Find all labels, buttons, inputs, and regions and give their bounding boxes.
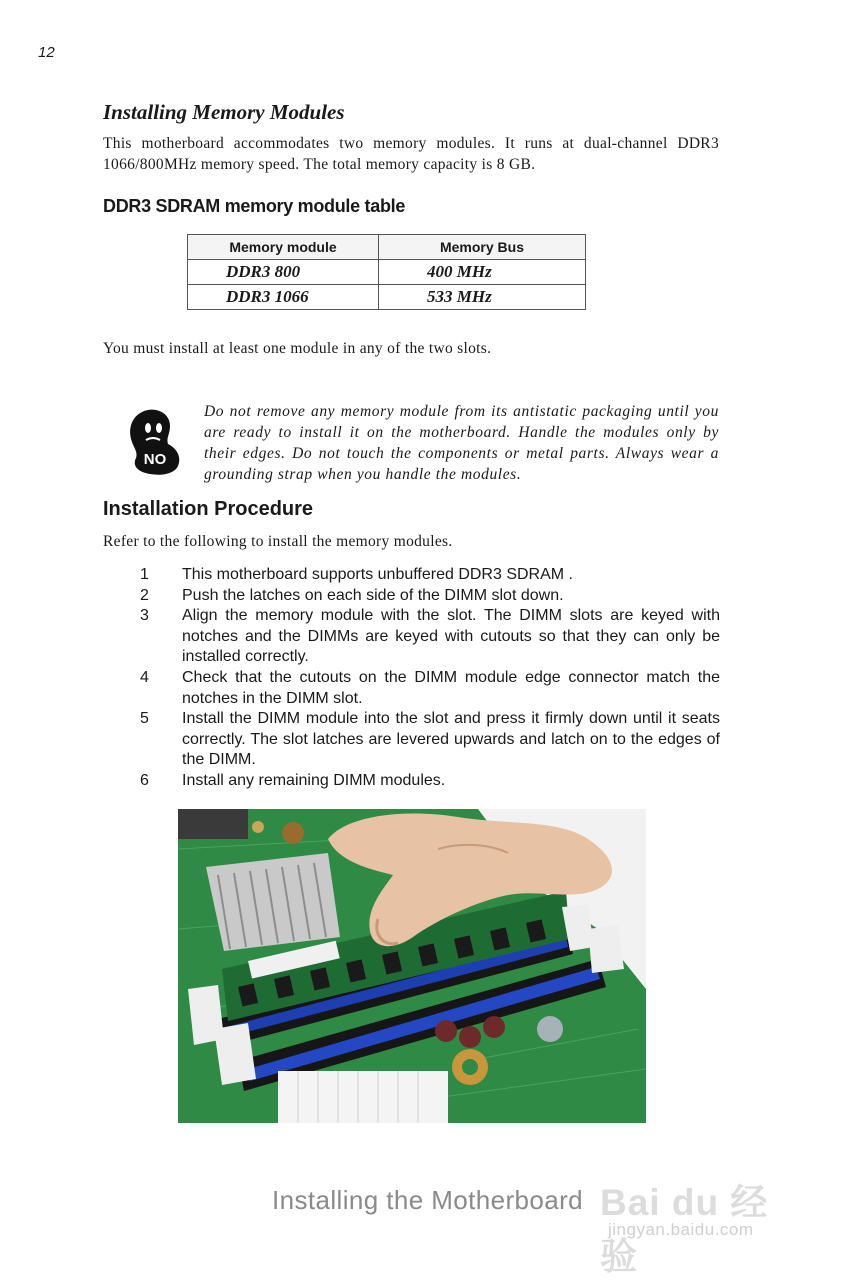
step-text: Push the latches on each side of the DIMM slot down.: [182, 586, 564, 604]
watermark-logo: Bai du 经验: [600, 1182, 769, 1277]
step-text: Install any remaining DIMM modules.: [182, 771, 446, 789]
table-header-row: [188, 235, 586, 260]
step-number: 4: [140, 668, 149, 686]
table-cell-module: DDR3 800: [188, 260, 379, 285]
page-number: 12: [38, 44, 55, 61]
step-number: 5: [140, 710, 149, 728]
list-item: [140, 771, 720, 792]
warning-text: Do not remove any memory module from its antistatic packaging until you are ready to install it on the motherboard. Handle the modules only by their edges. Do not touch the components or metal parts. Always wear a grounding strap when you handle the modules.: [204, 403, 719, 483]
table-cell-bus: 400 MHz: [379, 260, 586, 285]
step-number: 6: [140, 771, 149, 789]
step-text: Align the memory module with the slot. The DIMM slots are keyed with notches and the DIMMs are keyed with cutouts so that they can only be installed correctly.: [182, 607, 720, 666]
list-item: [140, 668, 720, 709]
table-cell-module: DDR3 1066: [188, 285, 379, 310]
memory-installation-photo: [178, 809, 646, 1123]
baidu-watermark: [600, 1150, 805, 1277]
step-text: This motherboard supports unbuffered DDR3 SDRAM .: [182, 566, 573, 583]
step-number: 3: [140, 607, 149, 625]
list-item: [140, 606, 720, 668]
column-header-memory-bus: Memory Bus: [379, 235, 586, 260]
list-item: [140, 586, 720, 607]
step-number: 2: [140, 586, 149, 604]
watermark-url: jingyan.baidu.com: [608, 1220, 754, 1239]
table-title: DDR3 SDRAM memory module table: [103, 196, 406, 216]
installation-steps: [140, 565, 720, 792]
column-header-memory-module: Memory module: [188, 235, 379, 260]
page-footer: Installing the Motherboard: [272, 1185, 584, 1215]
warning-icon-label: NO: [143, 451, 167, 468]
step-text: Install the DIMM module into the slot and press it firmly down until it seats correctly. The slot latches are levered upwards and latch on to the edges of the DIMM.: [182, 710, 720, 769]
section-title: Installing Memory Modules: [103, 100, 345, 124]
list-item: [140, 565, 720, 586]
table-row: [188, 285, 586, 310]
step-text: Check that the cutouts on the DIMM module edge connector match the notches in the DIMM slot.: [182, 668, 720, 707]
no-warning-icon: [126, 408, 182, 478]
intro-paragraph: This motherboard accommodates two memory modules. It runs at dual-channel DDR3 1066/800MHz memory speed. The total memory capacity is 8 GB.: [103, 135, 719, 173]
list-item: [140, 709, 720, 771]
procedure-title: Installation Procedure: [103, 498, 314, 520]
install-requirement-text: You must install at least one module in any of the two slots.: [103, 340, 492, 357]
procedure-intro: Refer to the following to install the memory modules.: [103, 533, 453, 550]
table-row: [188, 260, 586, 285]
table-cell-bus: 533 MHz: [379, 285, 586, 310]
step-number: 1: [140, 566, 149, 583]
memory-module-table: [187, 234, 586, 310]
